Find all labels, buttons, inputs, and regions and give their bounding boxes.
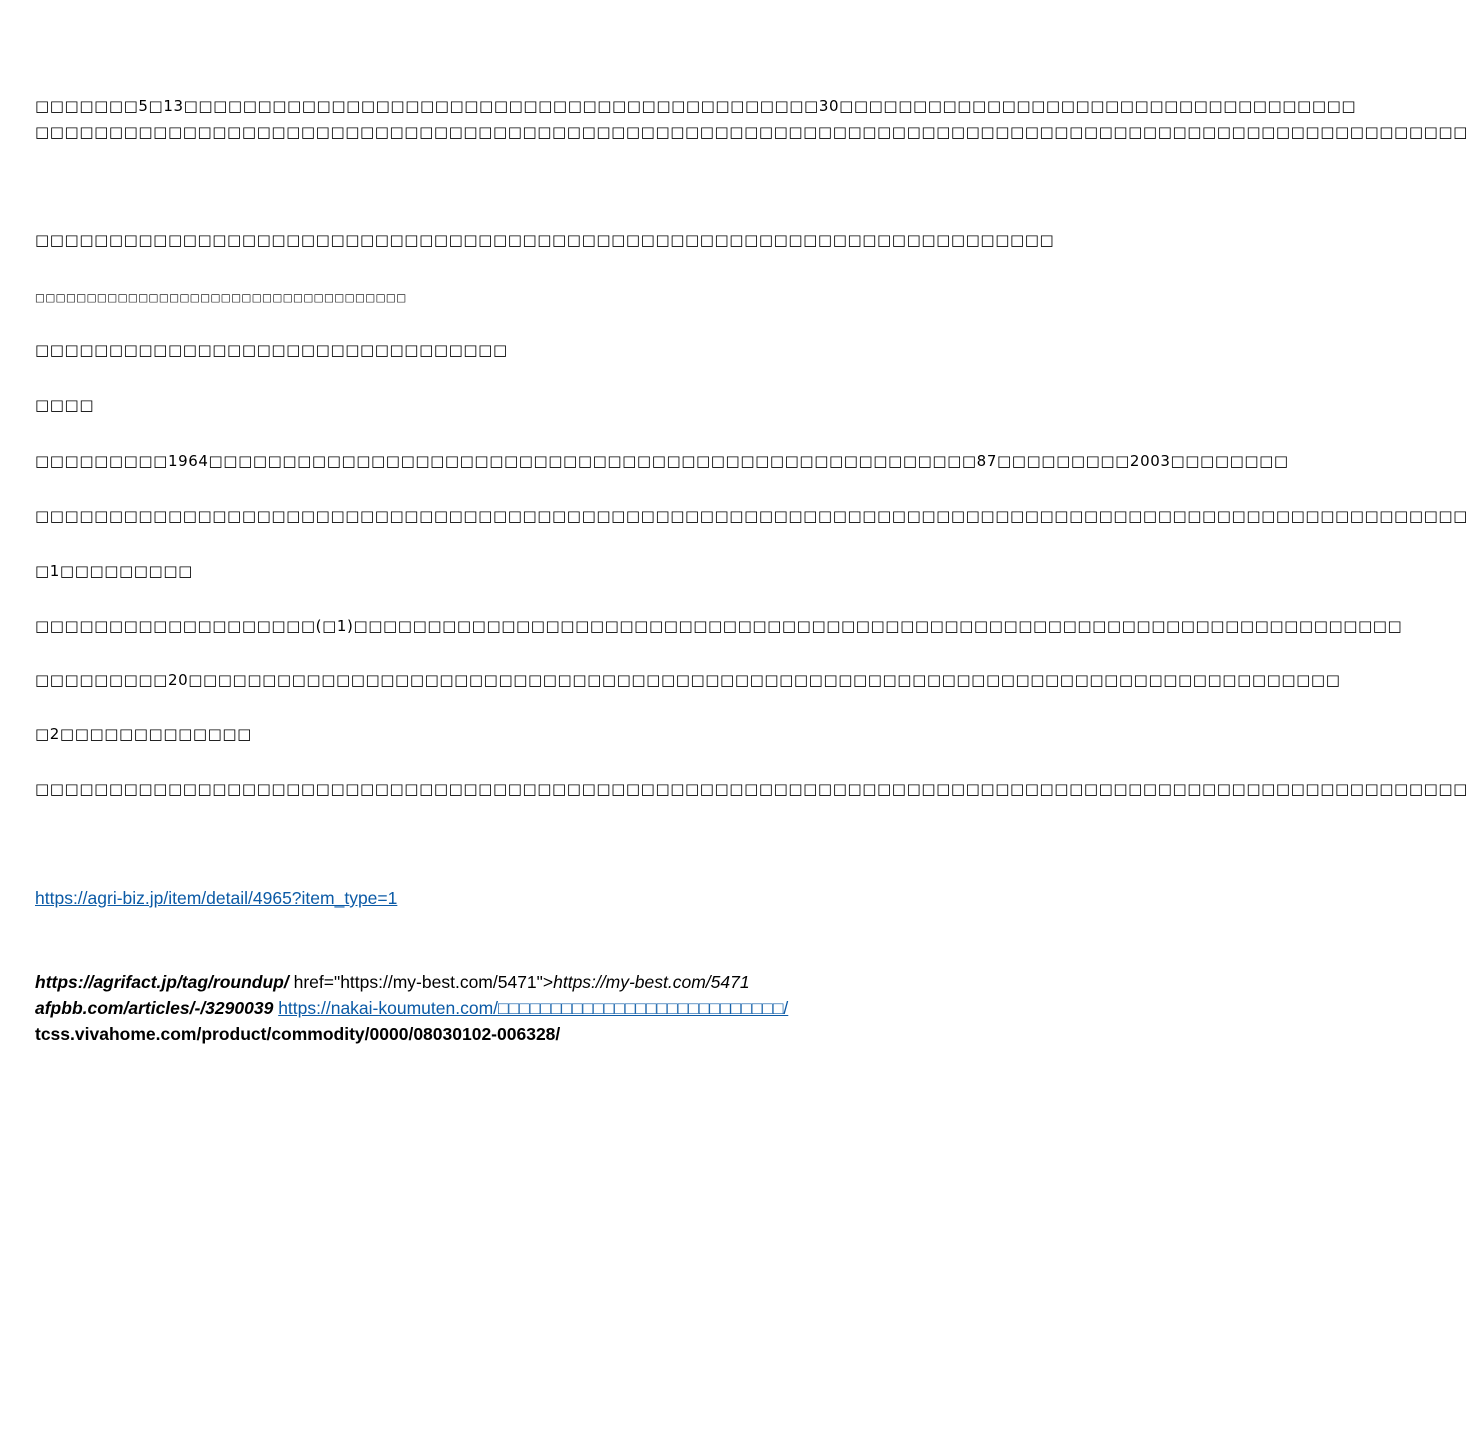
- mybest-link[interactable]: https://my-best.com/5471: [553, 972, 750, 992]
- paragraph-2: □□□□□□□□□□□□□□□□□□□□□□□□□□□□□□□□□□□□□□□□□□□□□□□□□□□□□□□□□□□□□□□□□□□□□: [35, 231, 1055, 249]
- paragraph-1-line-2: □□□□□□□□□□□□□□□□□□□□□□□□□□□□□□□□□□□□□□□□□□□□□□□□□□□□□□□□□□□□□□□□□□□□□□□□□□□□□□□□□□□□□□□□□□□□□□□□□: [35, 123, 1468, 141]
- link-line-4: [35, 1022, 560, 1046]
- paragraph-4: □□□□□□□□□1964□□□□□□□□□□□□□□□□□□□□□□□□□□□□□□□□□□□□□□□□□□□□□□□□□□□□87□□□□□□□□□2003□□□□□□□□: [35, 452, 1289, 470]
- heading-1: □1□□□□□□□□□: [35, 562, 193, 580]
- paragraph-1-line-1: □□□□□□□5□13□□□□□□□□□□□□□□□□□□□□□□□□□□□□□□□□□□□□□□□□□□□30□□□□□□□□□□□□□□□□□□□□□□□□□□□□□□□□□□□: [35, 97, 1357, 115]
- paragraph-7: □□□□□□□□□20□□□□□□□□□□□□□□□□□□□□□□□□□□□□□□□□□□□□□□□□□□□□□□□□□□□□□□□□□□□□□□□□□□□□□□□□□□□□□□: [35, 671, 1341, 689]
- link-line-1: [35, 886, 397, 910]
- section-label: □□□□: [35, 396, 95, 414]
- viva-link[interactable]: tcss.vivahome.com/product/commodity/0000/08030102-006328/: [35, 1024, 561, 1044]
- paragraph-8: □□□□□□□□□□□□□□□□□□□□□□□□□□□□□□□□□□□□□□□□□□□□□□□□□□□□□□□□□□□□□□□□□□□□□□□□□□□□□□□□□□□□□□□□□□□□□□□□□: [35, 780, 1468, 798]
- heading-2: □2□□□□□□□□□□□□□: [35, 725, 252, 743]
- agrifact-link[interactable]: https://agrifact.jp/tag/roundup/: [35, 972, 289, 992]
- paragraph-6: □□□□□□□□□□□□□□□□□□□(□1)□□□□□□□□□□□□□□□□□□□□□□□□□□□□□□□□□□□□□□□□□□□□□□□□□□□□□□□□□□□□□□□□□□□□□□□: [35, 617, 1403, 635]
- href-text: href="https://my-best.com/5471">: [293, 972, 554, 992]
- link-line-2: [35, 970, 750, 994]
- paragraph-3: □□□□□□□□□□□□□□□□□□□□□□□□□□□□□□□□: [35, 341, 508, 359]
- paragraph-5: □□□□□□□□□□□□□□□□□□□□□□□□□□□□□□□□□□□□□□□□□□□□□□□□□□□□□□□□□□□□□□□□□□□□□□□□□□□□□□□□□□□□□□□□□□□□□□□□□: [35, 507, 1468, 525]
- small-caption: □□□□□□□□□□□□□□□□□□□□□□□□□□□□□□□□□□□□: [35, 292, 407, 304]
- afpbb-link[interactable]: afpbb.com/articles/-/3290039: [35, 998, 274, 1018]
- nakai-link[interactable]: https://nakai-koumuten.com/□□□□□□□□□□□□□□□□□□□□□□□□□□□/: [278, 998, 789, 1018]
- agri-biz-link[interactable]: https://agri-biz.jp/item/detail/4965?item_type=1: [35, 888, 398, 908]
- link-line-3: [35, 996, 788, 1020]
